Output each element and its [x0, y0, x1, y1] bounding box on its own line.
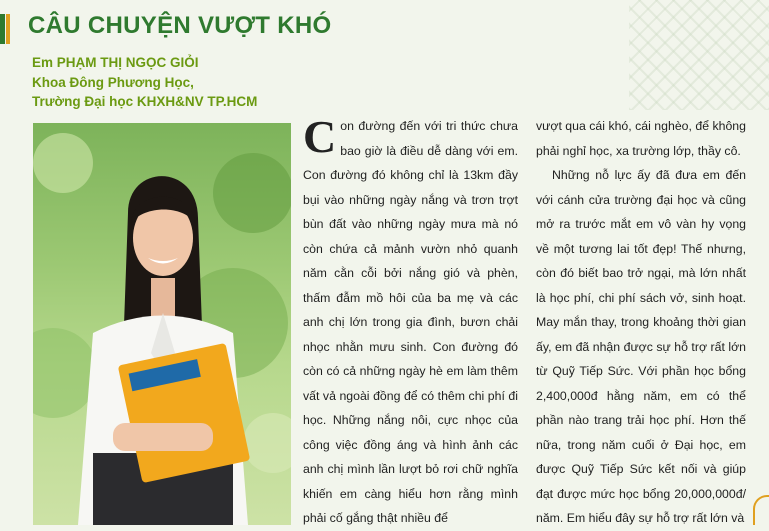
title-accent-bar	[0, 14, 5, 44]
author-university: Trường Đại học KHXH&NV TP.HCM	[32, 94, 258, 109]
article-paragraph-continued: vượt qua cái khó, cái nghèo, để không phải nghỉ học, xa trường lớp, thầy cô.	[536, 119, 746, 158]
article-column-2	[536, 114, 746, 531]
page-title: CÂU CHUYỆN VƯỢT KHÓ	[28, 12, 332, 39]
student-portrait-photo	[33, 123, 291, 525]
byline	[32, 53, 257, 112]
corner-decoration	[753, 495, 769, 525]
article-column-1	[303, 111, 518, 531]
author-faculty: Khoa Đông Phương Học,	[32, 74, 194, 90]
article-paragraph	[303, 111, 518, 531]
title-accent-bar-gold	[6, 14, 10, 44]
background-pattern	[629, 0, 769, 110]
author-name: Em PHẠM THỊ NGỌC GIỎI	[32, 55, 199, 70]
article-paragraph-2: Những nỗ lực ấy đã đưa em đến với cánh cửa trường đại học và cũng mở ra trước mắt em vô vàn hy vọng về một tương lai tốt đẹp! Thế nhưng, còn đó biết bao trở ngại, mà lớn nhất là học phí, chi phí sách vở, sinh hoạt. May mắn thay, trong khoảng thời gian ấy, em đã nhận được sự hỗ trợ rất lớn từ Quỹ Tiếp Sức. Với phần học bổng 2,400,000đ hằng năm, em có thể phần nào trang trải học phí. Hơn thế nữa, trong năm cuối ở Đại học, em được Quỹ Tiếp Sức kết nối và giúp đạt được mức học bổng 20,000,000đ/ năm. Em hiểu đây sự hỗ trợ rất lớn và	[536, 168, 746, 525]
drop-cap: C	[303, 111, 337, 162]
article-lead-text: on đường đến với tri thức chưa bao giờ là điều dễ dàng với em. Con đường đó không chỉ là 13km đầy bụi vào những ngày nắng và trơn trợt bùn đất vào những ngày mưa mà nó còn chứa cả mảnh vườn nhỏ quanh năm cằn cỗi bởi nắng gió và phèn, thấm đẫm mồ hôi của ba mẹ và các anh chị lớn trong gia đình, bươn chải nhọc nhằn mưu sinh. Con đường đó còn có cả những ngày hè em làm thêm vất vả ngoài đồng để có thêm chi phí đi học. Những nắng nôi, cực nhọc của công việc đồng áng và hình ảnh các anh chị mình lần lượt bỏ rơi chữ nghĩa khiến em càng hiểu hơn rằng mình phải cố gắng thật nhiều để	[303, 119, 518, 525]
